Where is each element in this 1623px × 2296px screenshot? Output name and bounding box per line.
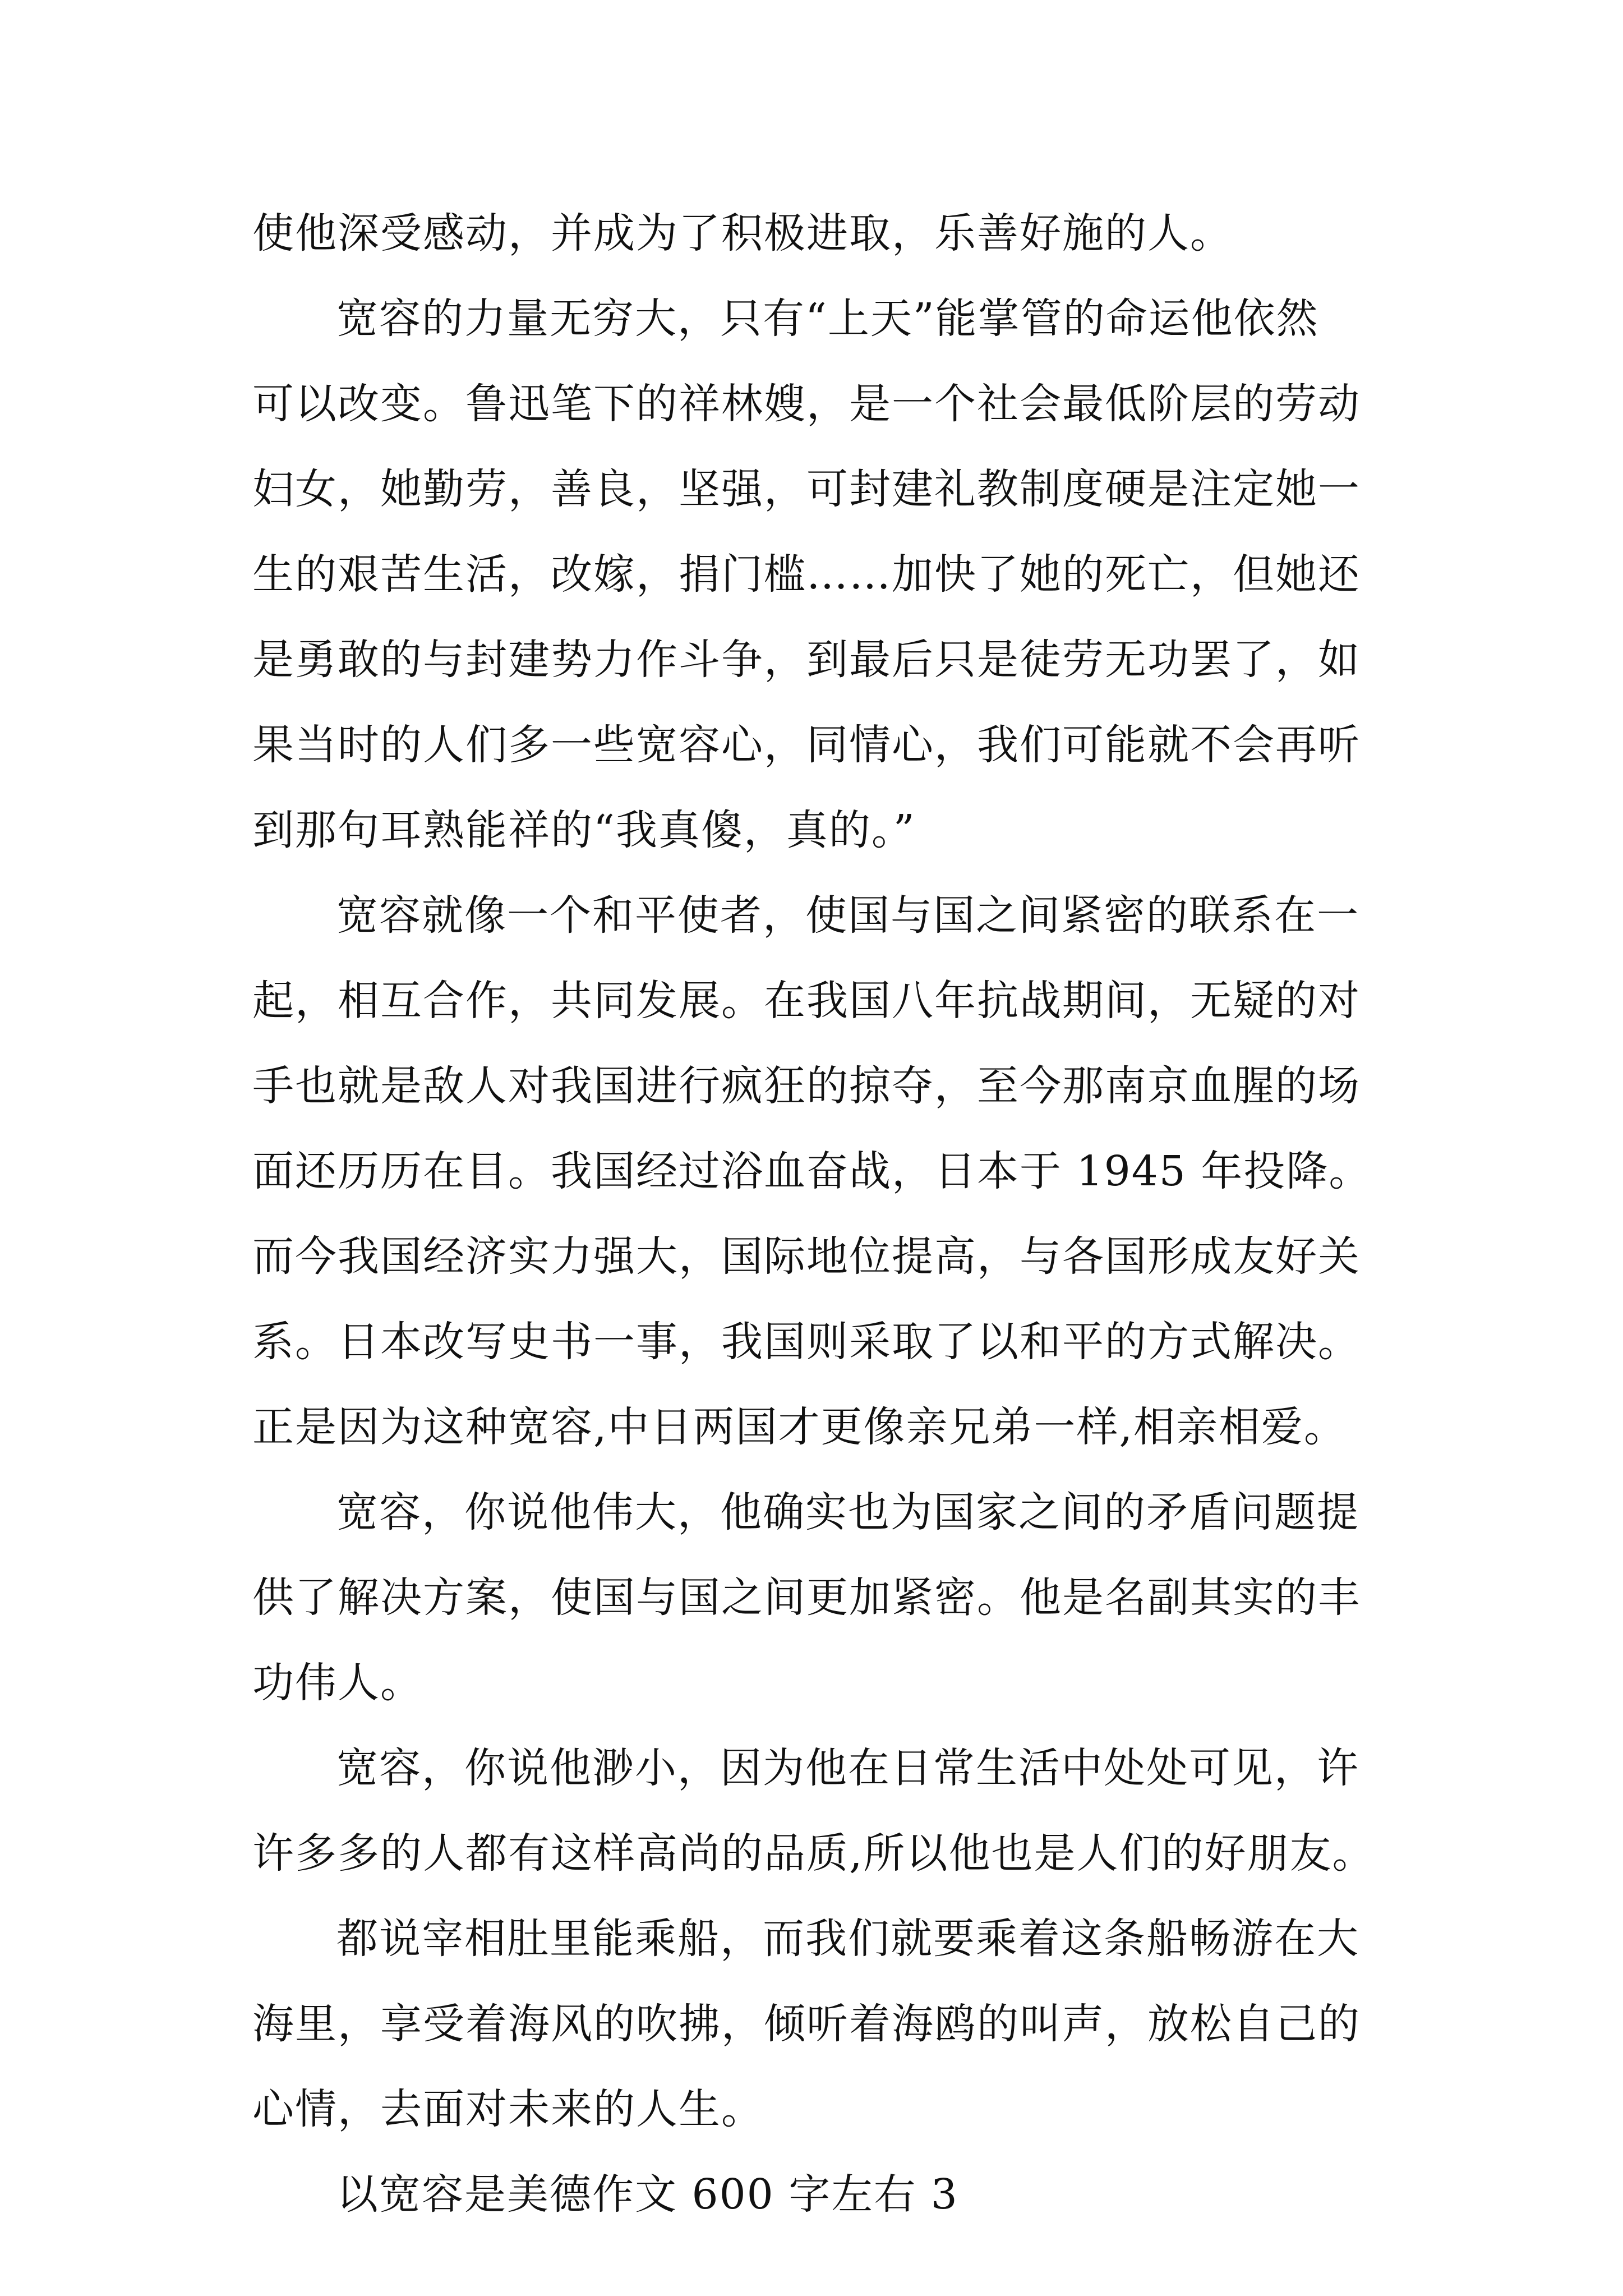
- text-line: 宽容，你说他伟大，他确实也为国家之间的矛盾问题提: [336, 1488, 1359, 1536]
- text-line: 到那句耳熟能祥的“我真傻，真的。”: [252, 806, 916, 854]
- text-line: 供了解决方案，使国与国之间更加紧密。他是名副其实的丰: [252, 1573, 1361, 1622]
- text-line: 宽容就像一个和平使者，使国与国之间紧密的联系在一: [336, 891, 1359, 940]
- text-line: 宽容的力量无穷大，只有“上天”能掌管的命运他依然: [336, 295, 1319, 343]
- text-line: 许多多的人都有这样高尚的品质,所以他也是人们的好朋友。: [252, 1829, 1375, 1878]
- text-line: 果当时的人们多一些宽容心，同情心，我们可能就不会再听: [252, 721, 1361, 769]
- text-line: 手也就是敌人对我国进行疯狂的掠夺，至今那南京血腥的场: [252, 1062, 1361, 1110]
- text-line: 而今我国经济实力强大，国际地位提高，与各国形成友好关: [252, 1232, 1361, 1281]
- text-line: 可以改变。鲁迅笔下的祥林嫂，是一个社会最低阶层的劳动: [252, 380, 1361, 428]
- text-line: 宽容，你说他渺小，因为他在日常生活中处处可见，许: [336, 1744, 1359, 1792]
- text-line: 都说宰相肚里能乘船，而我们就要乘着这条船畅游在大: [336, 1915, 1359, 1963]
- text-line: 系。日本改写史书一事，我国则采取了以和平的方式解决。: [252, 1318, 1361, 1366]
- text-line: 海里，享受着海风的吹拂，倾听着海鸥的叫声，放松自己的: [252, 2000, 1361, 2048]
- text-line: 正是因为这种宽容,中日两国才更像亲兄弟一样,相亲相爱。: [252, 1403, 1347, 1451]
- text-line: 使他深受感动，并成为了积极进取，乐善好施的人。: [252, 209, 1233, 257]
- text-line: 妇女，她勤劳，善良，坚强，可封建礼教制度硬是注定她一: [252, 465, 1361, 513]
- text-line: 是勇敢的与封建势力作斗争，到最后只是徒劳无功罢了，如: [252, 636, 1361, 684]
- text-line: 心情，去面对未来的人生。: [252, 2085, 764, 2133]
- section-heading: 以宽容是美德作文 600 字左右 3: [336, 2170, 958, 2219]
- text-line: 功伟人。: [252, 1659, 423, 1707]
- text-line: 起，相互合作，共同发展。在我国八年抗战期间，无疑的对: [252, 977, 1361, 1025]
- text-line: 面还历历在目。我国经过浴血奋战，日本于 1945 年投降。: [252, 1147, 1372, 1195]
- document-body: [252, 191, 1380, 2237]
- text-line: 生的艰苦生活，改嫁，捐门槛……加快了她的死亡，但她还: [252, 550, 1361, 599]
